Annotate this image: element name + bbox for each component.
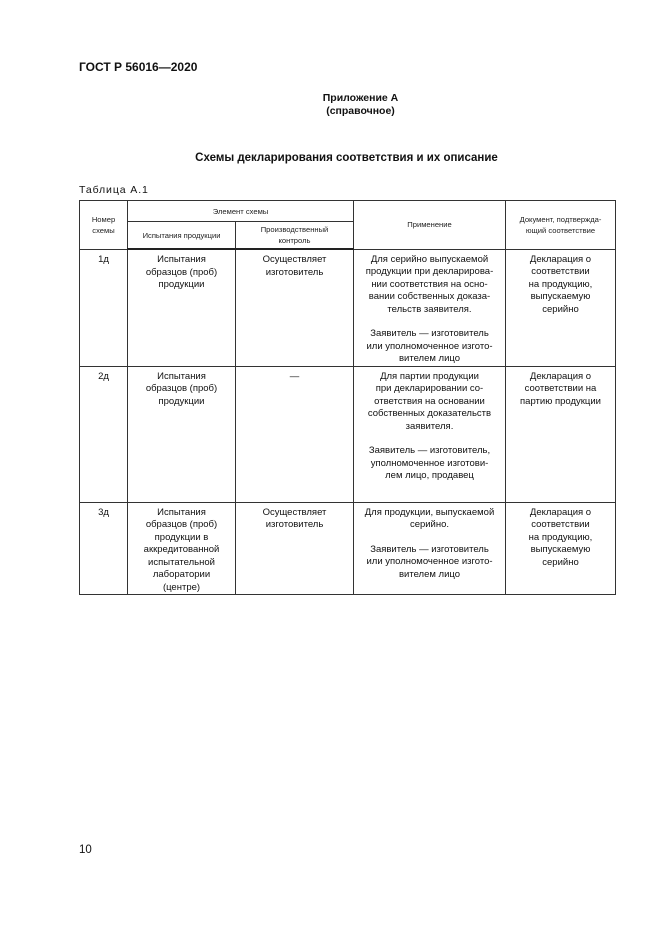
page-number: 10 — [79, 844, 92, 856]
cell-line: образцов (проб) — [145, 519, 218, 530]
cell-line: Испытания — [157, 254, 206, 265]
header-product-tests: Испытания продукции — [128, 222, 236, 250]
cell-line: заявителя. — [405, 420, 454, 432]
cell-line: выпускаемую — [530, 291, 591, 302]
cell-line: продукции — [158, 279, 205, 290]
cell-line: Заявитель — изготовитель — [370, 543, 489, 555]
application-cell — [354, 366, 506, 502]
product-tests-cell — [128, 502, 236, 595]
cell-line: выпускаемую — [530, 544, 591, 555]
cell-line: собственных доказательств — [367, 408, 492, 419]
cell-line: Осуществляет — [262, 254, 327, 265]
cell-line: продукции в — [154, 531, 209, 543]
cell-line: лаборатории — [152, 569, 211, 580]
application-cell — [354, 502, 506, 595]
cell-line: образцов (проб) — [145, 383, 218, 394]
table-caption: Таблица А.1 — [79, 184, 149, 196]
cell-line: образцов (проб) — [145, 266, 218, 278]
cell-line: лем лицо, продавец — [385, 470, 474, 481]
table-row — [80, 502, 616, 595]
cell-line: вителем лицо — [398, 353, 461, 364]
cell-line: вителем лицо — [398, 568, 461, 580]
scheme-number-cell: 2д — [80, 366, 128, 502]
cell-line: уполномоченное изготови- — [370, 457, 489, 469]
cell-line: аккредитованной — [143, 544, 220, 555]
cell-line: Испытания — [157, 370, 206, 382]
cell-line: (центре) — [162, 581, 201, 593]
cell-line: Для серийно выпускаемой — [370, 253, 489, 265]
table-row — [80, 249, 616, 366]
cell-line: продукции — [158, 395, 205, 407]
cell-line: испытательной — [148, 556, 215, 568]
cell-line: Декларация о — [529, 370, 592, 382]
cell-line: серийно — [542, 556, 579, 568]
header-application: Применение — [354, 201, 506, 250]
cell-line: Для партии продукции — [380, 370, 479, 382]
annex-note: (справочное) — [326, 105, 395, 117]
cell-line: на продукцию, — [528, 278, 593, 290]
schemes-table — [79, 200, 616, 595]
cell-line: Заявитель — изготовитель — [370, 328, 489, 339]
header-element-group: Элемент схемы — [128, 201, 354, 222]
cell-line: соответствии — [531, 266, 590, 277]
cell-line: при декларировании со- — [375, 383, 484, 394]
cell-line: серийно. — [409, 519, 450, 530]
cell-line: Для продукции, выпускаемой — [364, 506, 495, 518]
cell-line: продукции при декларирова- — [365, 266, 494, 277]
document-cell — [506, 249, 616, 366]
production-control-cell — [236, 502, 354, 595]
product-tests-cell — [128, 249, 236, 366]
product-tests-cell — [128, 366, 236, 502]
cell-line: Испытания — [157, 506, 206, 518]
cell-line: серийно — [542, 303, 579, 315]
cell-line: или уполномоченное изгото- — [366, 556, 493, 567]
cell-line: на продукцию, — [528, 531, 593, 543]
scheme-number-cell: 3д — [80, 502, 128, 595]
document-cell — [506, 502, 616, 595]
cell-line: изготовитель — [265, 519, 324, 530]
cell-line: ответствия на основании — [374, 395, 485, 407]
header-document: Документ, подтвержда- ющий соответствие — [506, 201, 616, 250]
cell-line: соответствии на — [524, 383, 597, 394]
header-production-control: Производственный контроль — [236, 222, 354, 250]
section-title: Схемы декларирования соответствия и их описание — [195, 152, 498, 164]
cell-line: изготовитель — [265, 266, 324, 278]
document-cell — [506, 366, 616, 502]
application-cell — [354, 249, 506, 366]
cell-line: Осуществляет — [262, 506, 327, 518]
scheme-number-cell: 1д — [80, 249, 128, 366]
cell-line: Заявитель — изготовитель, — [368, 445, 491, 456]
cell-line: Декларация о — [529, 253, 592, 265]
table-row — [80, 366, 616, 502]
header-scheme-number: Номер схемы — [80, 201, 128, 250]
cell-line: Декларация о — [529, 506, 592, 518]
cell-line: соответствии — [531, 519, 590, 530]
table-body — [80, 249, 616, 595]
annex-title: Приложение А — [322, 92, 399, 104]
cell-line: нии соответствия на осно- — [371, 278, 488, 290]
cell-line: — — [289, 370, 300, 382]
annex-heading — [0, 92, 661, 118]
cell-line: или уполномоченное изгото- — [366, 340, 493, 352]
production-control-cell — [236, 249, 354, 366]
production-control-cell — [236, 366, 354, 502]
cell-line: вании собственных доказа- — [368, 291, 491, 302]
cell-line: тельств заявителя. — [387, 303, 472, 315]
cell-line: партию продукции — [520, 395, 601, 407]
standard-number: ГОСТ Р 56016—2020 — [79, 60, 198, 74]
